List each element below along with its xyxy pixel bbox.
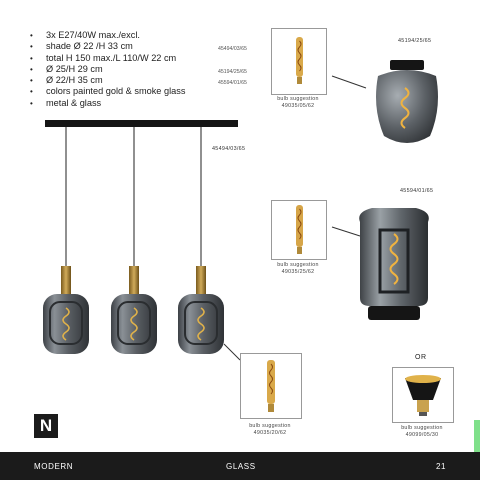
spec-item: • Ø 22/H 35 cm (30, 75, 185, 86)
section-tab (474, 420, 480, 452)
brand-logo: N (34, 414, 58, 438)
spec-item: • Ø 25/H 29 cm (30, 64, 185, 75)
bulb-image (241, 354, 301, 418)
pendant-shade (178, 266, 224, 354)
bulb-code: 49035/05/62 (281, 103, 315, 109)
bulb-caption-middle (268, 262, 328, 276)
spec-item: • colors painted gold & smoke glass (30, 86, 185, 97)
bulb-caption: bulb suggestion (249, 423, 291, 429)
footer-bar (0, 452, 480, 480)
bulb-caption: bulb suggestion (277, 96, 319, 102)
bulb-code: 49099/05/30 (405, 432, 439, 438)
bulb-caption: bulb suggestion (277, 262, 319, 268)
spec-item: • 3x E27/40W max./excl. (30, 30, 185, 41)
connector-line (222, 342, 242, 362)
pendant-code: 45494/03/65 (212, 146, 246, 152)
spec-item: • shade Ø 22 /H 33 cm (30, 41, 185, 52)
spec-code: 45194/25/65 (218, 68, 247, 75)
pendant-shade (111, 266, 157, 354)
bulb-caption-top (268, 96, 328, 110)
large-shade-code: 45594/01/65 (400, 188, 434, 194)
small-shade-code: 45194/25/65 (398, 38, 432, 44)
bulb-box-alt (392, 367, 454, 423)
spec-item: • total H 150 max./L 110/W 22 cm (30, 53, 185, 64)
spec-codes (218, 44, 247, 89)
bulb-caption-bottom (238, 423, 302, 437)
bulb-code: 49035/25/62 (281, 269, 315, 275)
spec-code: 45494/03/65 (218, 46, 247, 52)
bulb-image (272, 201, 326, 259)
bulb-box-bottom (240, 353, 302, 419)
pendant-shade (43, 266, 89, 354)
bulb-box-top (271, 28, 327, 95)
spec-code (218, 55, 247, 66)
small-shade-image (368, 58, 446, 150)
spec-code: 45594/01/65 (218, 79, 247, 86)
bulb-box-middle (271, 200, 327, 260)
footer-category: MODERN (34, 462, 74, 471)
bulb-caption-alt (392, 425, 452, 439)
bulb-caption: bulb suggestion (401, 425, 443, 431)
connector-line (330, 72, 370, 92)
spec-item: • metal & glass (30, 98, 185, 109)
spec-list (30, 30, 185, 109)
bulb-code: 49035/20/62 (253, 430, 287, 436)
footer-section: GLASS (226, 462, 256, 471)
page-number: 21 (436, 462, 447, 471)
bulb-image (272, 29, 326, 94)
large-shade-image (352, 200, 436, 324)
or-label: OR (415, 354, 427, 361)
pendant-lamp-image (28, 118, 238, 373)
bulb-image (393, 368, 453, 422)
